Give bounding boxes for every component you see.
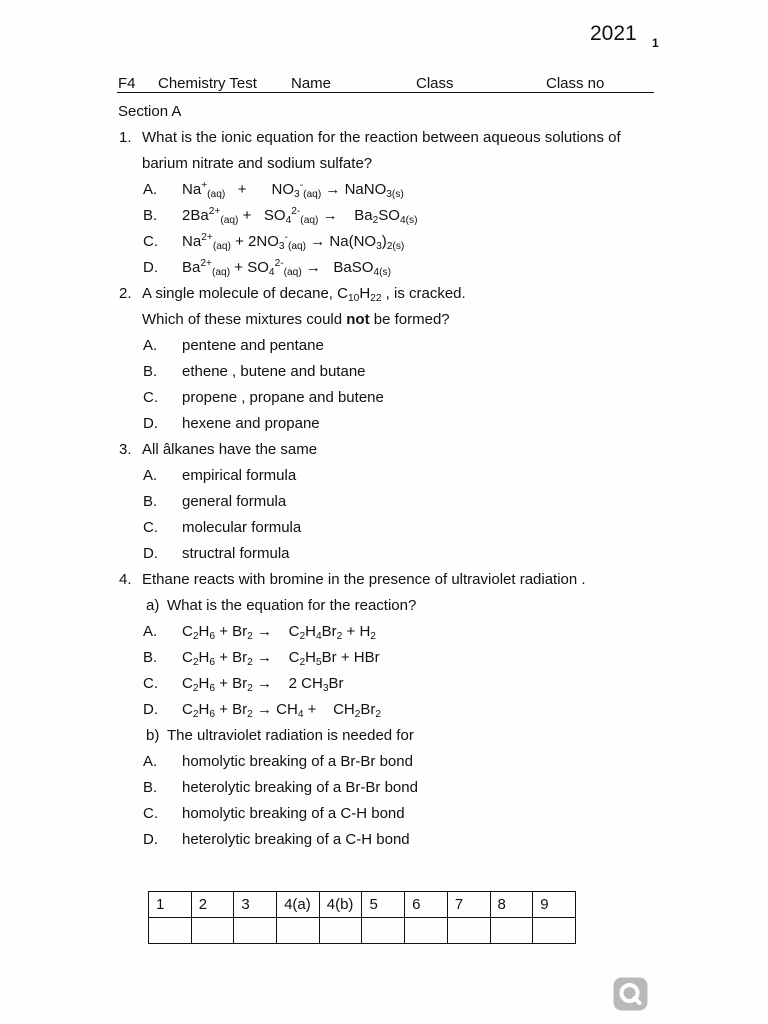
text-run: C — [182, 649, 193, 666]
option-letter: D. — [143, 415, 158, 432]
subscript: 3 — [376, 241, 382, 253]
logo-background — [614, 978, 648, 1011]
text-run: + Br — [215, 623, 248, 640]
question-number: 1. — [119, 129, 132, 146]
option-c — [0, 229, 768, 255]
option-c — [0, 515, 768, 541]
superscript: - — [299, 180, 304, 192]
option-text: general formula — [182, 493, 287, 510]
option-letter: A. — [143, 467, 158, 484]
question-number-cell: 7 — [447, 892, 490, 918]
question-number-cell: 4(b) — [319, 892, 362, 918]
text-run: Ethane reacts with bromine in the presence of ultraviolet radiation . — [142, 571, 586, 588]
subscript: 4(s) — [373, 267, 391, 279]
question-number-cell: 8 — [490, 892, 533, 918]
answer-cell — [319, 918, 362, 944]
subscript: 4 — [285, 215, 292, 227]
subscript: (aq) — [211, 267, 231, 279]
subscript: 6 — [209, 709, 216, 721]
option-letter: C. — [143, 805, 158, 822]
text-run: + Br — [215, 701, 248, 718]
option-letter: B. — [143, 207, 158, 224]
subscript: 3(s) — [386, 189, 404, 201]
answer-cell — [362, 918, 405, 944]
question-text — [142, 281, 466, 307]
subscript: (aq) — [283, 267, 302, 279]
subpart-prompt-line — [0, 593, 768, 619]
text-run: barium nitrate and sodium sulfate? — [142, 155, 373, 172]
text-run: + CH — [303, 701, 355, 718]
option-text: homolytic breaking of a C-H bond — [182, 805, 405, 822]
text-run: ) — [381, 233, 387, 250]
answer-cell — [405, 918, 448, 944]
text-run: H — [305, 623, 316, 640]
option-letter: D. — [143, 259, 158, 276]
text-run: SO — [378, 207, 400, 224]
option-equation — [182, 671, 344, 697]
section-a — [0, 99, 768, 853]
subpart-prompt: What is the equation for the reaction? — [167, 597, 417, 614]
option-a — [0, 619, 768, 645]
subscript: 22 — [370, 293, 382, 305]
text-run: What is the ionic equation for the reaction between aqueous solutions of — [142, 129, 621, 146]
subscript: 2 — [372, 215, 379, 227]
subpart-prompt: The ultraviolet radiation is needed for — [167, 727, 414, 744]
question-text — [142, 125, 621, 151]
section-title-line — [0, 99, 768, 125]
text-run: Na — [182, 233, 202, 250]
subpart-label: b) — [146, 727, 160, 744]
subscript: 2 — [247, 683, 253, 695]
option-letter: D. — [143, 545, 158, 562]
subpart-prompt-line — [0, 723, 768, 749]
text-run: 2Ba — [182, 207, 209, 224]
answer-grid-header-row — [149, 892, 576, 918]
option-a — [0, 333, 768, 359]
option-d — [0, 255, 768, 281]
option-b — [0, 489, 768, 515]
text-run: Br — [360, 701, 376, 718]
option-text: heterolytic breaking of a C-H bond — [182, 831, 410, 848]
option-equation — [182, 697, 381, 723]
option-equation — [182, 255, 391, 281]
option-letter: A. — [143, 181, 158, 198]
question-stem-line — [0, 281, 768, 307]
option-a — [0, 177, 768, 203]
text-run: Ba — [182, 259, 201, 276]
text-run: be formed? — [369, 311, 450, 328]
option-letter: B. — [143, 363, 158, 380]
question-number-cell: 1 — [149, 892, 192, 918]
question-number-cell: 3 — [234, 892, 277, 918]
option-a — [0, 749, 768, 775]
subscript: 4 — [297, 709, 304, 721]
name-field-label: Name — [291, 75, 332, 92]
text-run: → Ba — [318, 207, 373, 224]
class-field-label: Class — [416, 75, 454, 92]
text-run: Br + HBr — [321, 649, 380, 666]
superscript: 2+ — [208, 206, 221, 218]
option-text: empirical formula — [182, 467, 297, 484]
answer-cell — [277, 918, 320, 944]
text-run: Br — [321, 623, 337, 640]
question-number-cell: 6 — [405, 892, 448, 918]
question-1 — [0, 125, 768, 281]
superscript: + — [201, 180, 208, 192]
text-run: → BaSO — [301, 259, 374, 276]
text-run: H — [359, 285, 371, 302]
subscript: 2 — [192, 709, 199, 721]
text-run: All âlkanes have the same — [142, 441, 318, 458]
question-stem-line — [0, 437, 768, 463]
answer-grid-body — [149, 892, 576, 944]
option-letter: D. — [143, 701, 158, 718]
subscript: 2 — [299, 631, 306, 643]
text-run: → NaNO — [321, 181, 387, 198]
question-2 — [0, 281, 768, 437]
text-run: H — [305, 649, 316, 666]
superscript: 2+ — [200, 258, 212, 270]
option-text: heterolytic breaking of a Br-Br bond — [182, 779, 418, 796]
superscript: 2+ — [201, 232, 213, 244]
text-run: Na — [182, 181, 202, 198]
text-run: → C — [252, 623, 300, 640]
option-text: hexene and propane — [182, 415, 320, 432]
option-a — [0, 463, 768, 489]
option-d — [0, 697, 768, 723]
subscript: 2 — [192, 657, 199, 669]
text-run: C — [182, 701, 193, 718]
subscript: 2 — [192, 631, 199, 643]
subscript: 4 — [268, 267, 275, 279]
subscript: (aq) — [220, 215, 239, 227]
subscript: 2 — [336, 631, 343, 643]
option-c — [0, 801, 768, 827]
option-equation — [182, 619, 376, 645]
option-letter: B. — [143, 779, 158, 796]
option-b — [0, 645, 768, 671]
question-number: 3. — [119, 441, 132, 458]
subscript: 3 — [294, 189, 300, 201]
superscript: 2- — [274, 258, 284, 270]
subscript: 2 — [354, 709, 361, 721]
superscript: - — [284, 232, 288, 244]
answer-grid — [148, 891, 576, 944]
answer-cell — [447, 918, 490, 944]
subscript: 4 — [316, 631, 322, 643]
subscript: (aq) — [300, 215, 319, 227]
subscript: (aq) — [207, 189, 226, 201]
text-run: → 2 CH — [252, 675, 323, 692]
subscript: 6 — [209, 631, 216, 643]
option-text: homolytic breaking of a Br-Br bond — [182, 753, 413, 770]
subscript: 2 — [247, 709, 253, 721]
option-letter: A. — [143, 753, 158, 770]
option-letter: B. — [143, 493, 158, 510]
option-c — [0, 671, 768, 697]
question-stem-line — [0, 151, 768, 177]
subscript: 3 — [322, 683, 329, 695]
option-equation — [182, 177, 404, 203]
question-3 — [0, 437, 768, 567]
option-b — [0, 359, 768, 385]
option-b — [0, 775, 768, 801]
text-run: Br — [328, 675, 344, 692]
option-letter: C. — [143, 675, 158, 692]
text-run: → C — [252, 649, 300, 666]
option-letter: B. — [143, 649, 158, 666]
text-run: C — [182, 675, 193, 692]
option-text: propene , propane and butene — [182, 389, 384, 406]
subscript: 6 — [209, 683, 216, 695]
answer-cell — [234, 918, 277, 944]
subscript: 2 — [375, 709, 382, 721]
text-run: H — [198, 623, 210, 640]
text-run: , is cracked. — [381, 285, 466, 302]
text-run: → CH — [252, 701, 298, 718]
question-stem-line — [0, 125, 768, 151]
question-number-cell: 4(a) — [277, 892, 320, 918]
text-run: → Na(NO — [306, 233, 377, 250]
option-b — [0, 203, 768, 229]
subscript: (aq) — [212, 241, 231, 253]
superscript: 2- — [291, 206, 301, 218]
option-d — [0, 541, 768, 567]
option-d — [0, 411, 768, 437]
question-number: 2. — [119, 285, 132, 302]
question-text — [142, 151, 372, 177]
question-number-cell: 9 — [533, 892, 576, 918]
text-run: + Br — [215, 649, 248, 666]
option-text: ethene , butene and butane — [182, 363, 366, 380]
subscript: 2 — [299, 657, 306, 669]
form-level: F4 — [118, 75, 136, 92]
question-text — [142, 307, 450, 333]
subscript: 2 — [192, 683, 199, 695]
text-run: + SO — [230, 259, 269, 276]
option-d — [0, 827, 768, 853]
option-equation — [182, 229, 404, 255]
test-subject: Chemistry Test — [158, 75, 257, 92]
answer-grid-answer-row — [149, 918, 576, 944]
text-run: H — [198, 701, 210, 718]
question-stem-line — [0, 307, 768, 333]
subscript: (aq) — [303, 189, 322, 201]
text-run: + H — [342, 623, 371, 640]
question-number-cell: 2 — [191, 892, 234, 918]
subscript: 10 — [347, 293, 360, 305]
text-run: + SO — [238, 207, 286, 224]
option-letter: C. — [143, 519, 158, 536]
text-run: A single molecule of decane, C — [142, 285, 348, 302]
subscript: 5 — [316, 657, 322, 669]
subscript: 2(s) — [386, 241, 405, 253]
option-c — [0, 385, 768, 411]
bold-text: not — [346, 311, 370, 328]
option-letter: A. — [143, 623, 158, 640]
text-run: + NO — [225, 181, 295, 198]
text-run: C — [182, 623, 193, 640]
option-equation — [182, 645, 380, 671]
subscript: 3 — [278, 241, 285, 253]
question-stem-line — [0, 567, 768, 593]
option-text: structral formula — [182, 545, 290, 562]
option-letter: A. — [143, 337, 158, 354]
text-run: H — [198, 675, 210, 692]
subscript: 2 — [370, 631, 376, 643]
answer-cell — [490, 918, 533, 944]
question-text — [142, 567, 586, 593]
subpart-label: a) — [146, 597, 160, 614]
option-letter: D. — [143, 831, 158, 848]
subscript: 4(s) — [399, 215, 418, 227]
question-4a — [0, 593, 768, 723]
year-label: 2021 — [590, 22, 637, 45]
text-run: + Br — [215, 675, 248, 692]
bee-logo-icon — [613, 977, 648, 1011]
option-equation — [182, 203, 418, 229]
subscript: 2 — [247, 631, 253, 643]
question-4 — [0, 567, 768, 853]
option-letter: C. — [143, 389, 158, 406]
subscript: 6 — [209, 657, 216, 669]
subscript: (aq) — [287, 241, 307, 253]
answer-cell — [149, 918, 192, 944]
subscript: 2 — [247, 657, 253, 669]
test-header — [117, 76, 654, 93]
answer-cell — [533, 918, 576, 944]
option-letter: C. — [143, 233, 158, 250]
question-text — [142, 437, 317, 463]
question-4b — [0, 723, 768, 853]
text-run: + 2NO — [230, 233, 279, 250]
class-number-field-label: Class no — [546, 75, 605, 92]
answer-cell — [191, 918, 234, 944]
option-text: pentene and pentane — [182, 337, 324, 354]
text-run: H — [198, 649, 210, 666]
page-number: 1 — [652, 36, 659, 50]
text-run: Which of these mixtures could — [142, 311, 347, 328]
question-number-cell: 5 — [362, 892, 405, 918]
question-number: 4. — [119, 571, 132, 588]
section-title: Section A — [118, 103, 182, 120]
option-text: molecular formula — [182, 519, 302, 536]
